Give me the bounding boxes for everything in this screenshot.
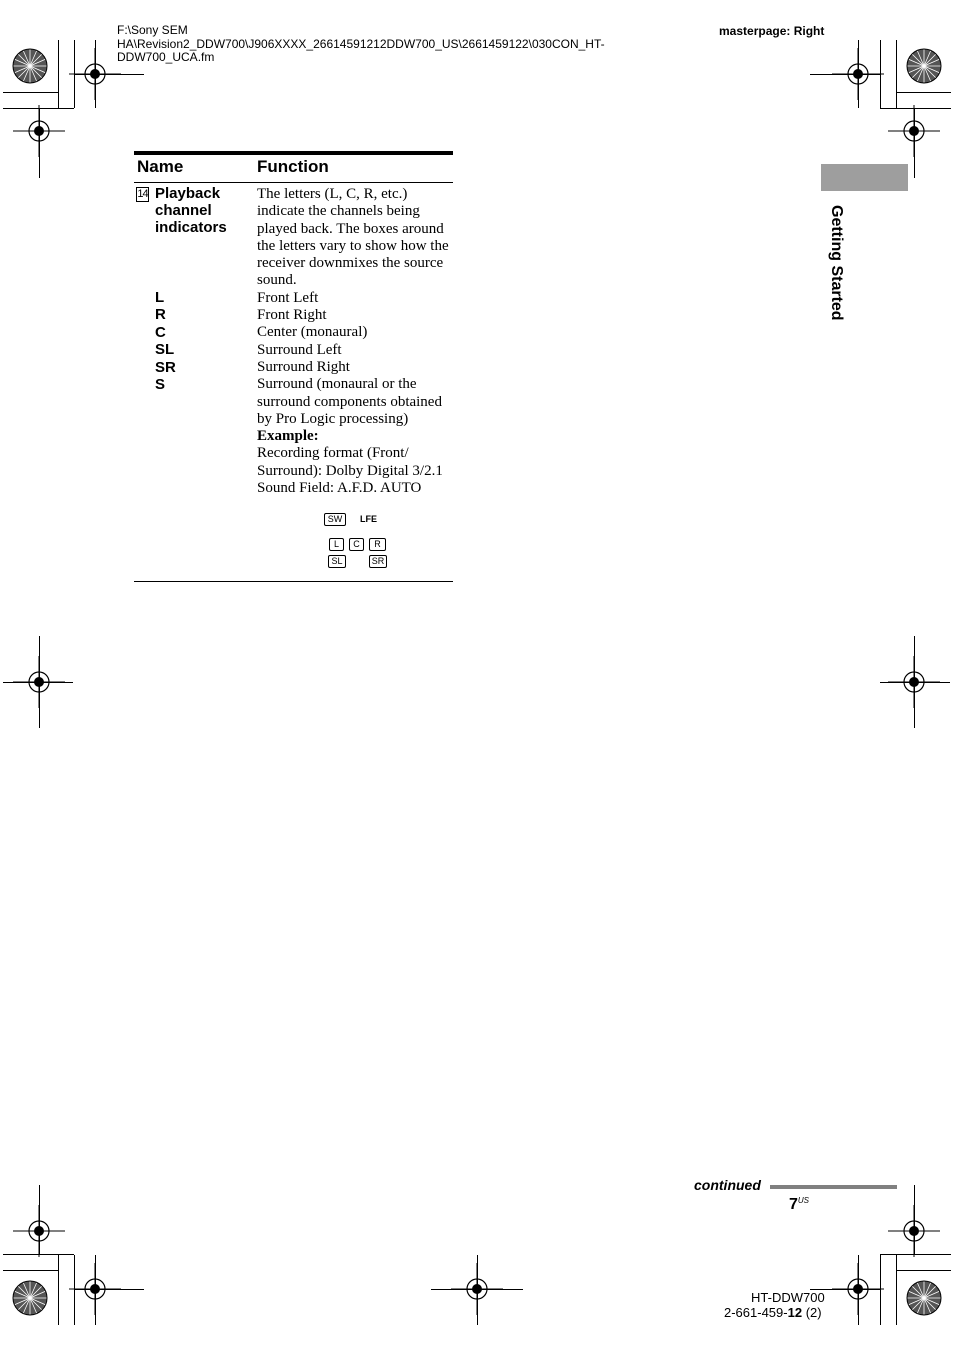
crop-mark [3,1270,58,1271]
continued-bar [770,1185,897,1189]
channel-code: L [155,289,165,306]
example-line: Surround): Dolby Digital 3/2.1 [257,462,443,479]
registration-target-icon [888,1205,940,1257]
page-number [789,1196,809,1214]
channel-code: R [155,306,166,324]
channel-desc-continued: by Pro Logic processing) [257,410,409,427]
channel-desc: Surround Right [257,358,350,375]
registration-target-icon [13,656,65,708]
channel-code: C [155,323,166,341]
file-path-line: HA\Revision2_DDW700\J906XXXX_26614591212DDW700_US\2661459122\030CON_HT- [117,36,605,51]
crop-mark [3,92,58,93]
channel-desc: Surround (monaural or the [257,376,417,393]
indicator-sl: SL [328,555,346,568]
indicator-r: R [369,538,386,551]
registration-target-icon [888,105,940,157]
crop-mark [896,40,897,108]
description-line: The letters (L, C, R, etc.) [257,186,408,202]
part-number-suffix: (2) [802,1305,822,1320]
registration-target-icon [13,1205,65,1257]
description-line: played back. The boxes around [257,220,444,237]
model-number: HT-DDW700 [751,1290,825,1305]
item-name: Playback channel indicators [155,185,227,236]
function-description [257,186,453,497]
indicator-sr: SR [369,555,387,568]
example-label: Example: [257,428,319,445]
section-label: Getting Started [828,205,845,321]
part-number-bold: 12 [787,1305,803,1320]
crop-mark [58,40,59,108]
page-number-value: 7 [789,1196,798,1213]
registration-target-icon [13,105,65,157]
star-target-icon [12,1280,48,1316]
registration-target-icon [888,656,940,708]
continued-label: continued [694,1177,761,1193]
column-header-name: Name [137,157,184,176]
example-line: Sound Field: A.F.D. AUTO [257,480,422,497]
indicator-c: C [349,538,364,551]
table-header-rule [134,182,453,183]
section-tab-bar [821,164,908,191]
registration-target-icon [69,1263,121,1315]
file-path-line: DDW700_UCA.fm [117,50,215,64]
indicator-l: L [329,538,344,551]
crop-mark [896,92,951,93]
page-number-suffix: US [797,1196,810,1205]
registration-target-icon [451,1263,503,1315]
star-target-icon [906,48,942,84]
crop-mark [896,1255,897,1325]
description-line: the letters vary to show how the [257,237,449,254]
channel-desc: Front Left [257,289,319,306]
part-number-prefix: 2-661-459- [724,1305,788,1320]
description-line: receiver downmixes the source [257,255,444,272]
channel-code: SL [155,341,175,359]
channel-desc: Center (monaural) [257,324,368,341]
star-target-icon [906,1280,942,1316]
registration-target-icon [69,48,121,100]
channel-desc-continued: surround components obtained [257,393,442,410]
masterpage-label: masterpage: Right [719,24,825,38]
channel-code-list [155,289,176,393]
registration-target-icon [832,48,884,100]
file-path-line: F:\Sony SEM [117,23,188,37]
description-line: sound. [257,272,297,289]
channel-code: S [155,375,166,393]
column-header-function: Function [257,157,329,176]
crop-mark [58,1255,59,1325]
indicator-sw: SW [324,513,346,526]
table-top-rule [134,151,453,155]
part-number [724,1305,822,1320]
crop-mark [896,1270,951,1271]
indicator-lfe: LFE [360,514,377,524]
description-line: indicate the channels being [257,203,420,220]
channel-desc: Surround Left [257,341,342,358]
star-target-icon [12,48,48,84]
channel-desc: Front Right [257,307,327,324]
registration-target-icon [832,1263,884,1315]
item-number-badge: 14 [137,188,148,200]
example-line: Recording format (Front/ [257,445,409,462]
file-path-header [117,24,677,65]
channel-code: SR [155,358,176,376]
table-bottom-rule [134,581,453,582]
